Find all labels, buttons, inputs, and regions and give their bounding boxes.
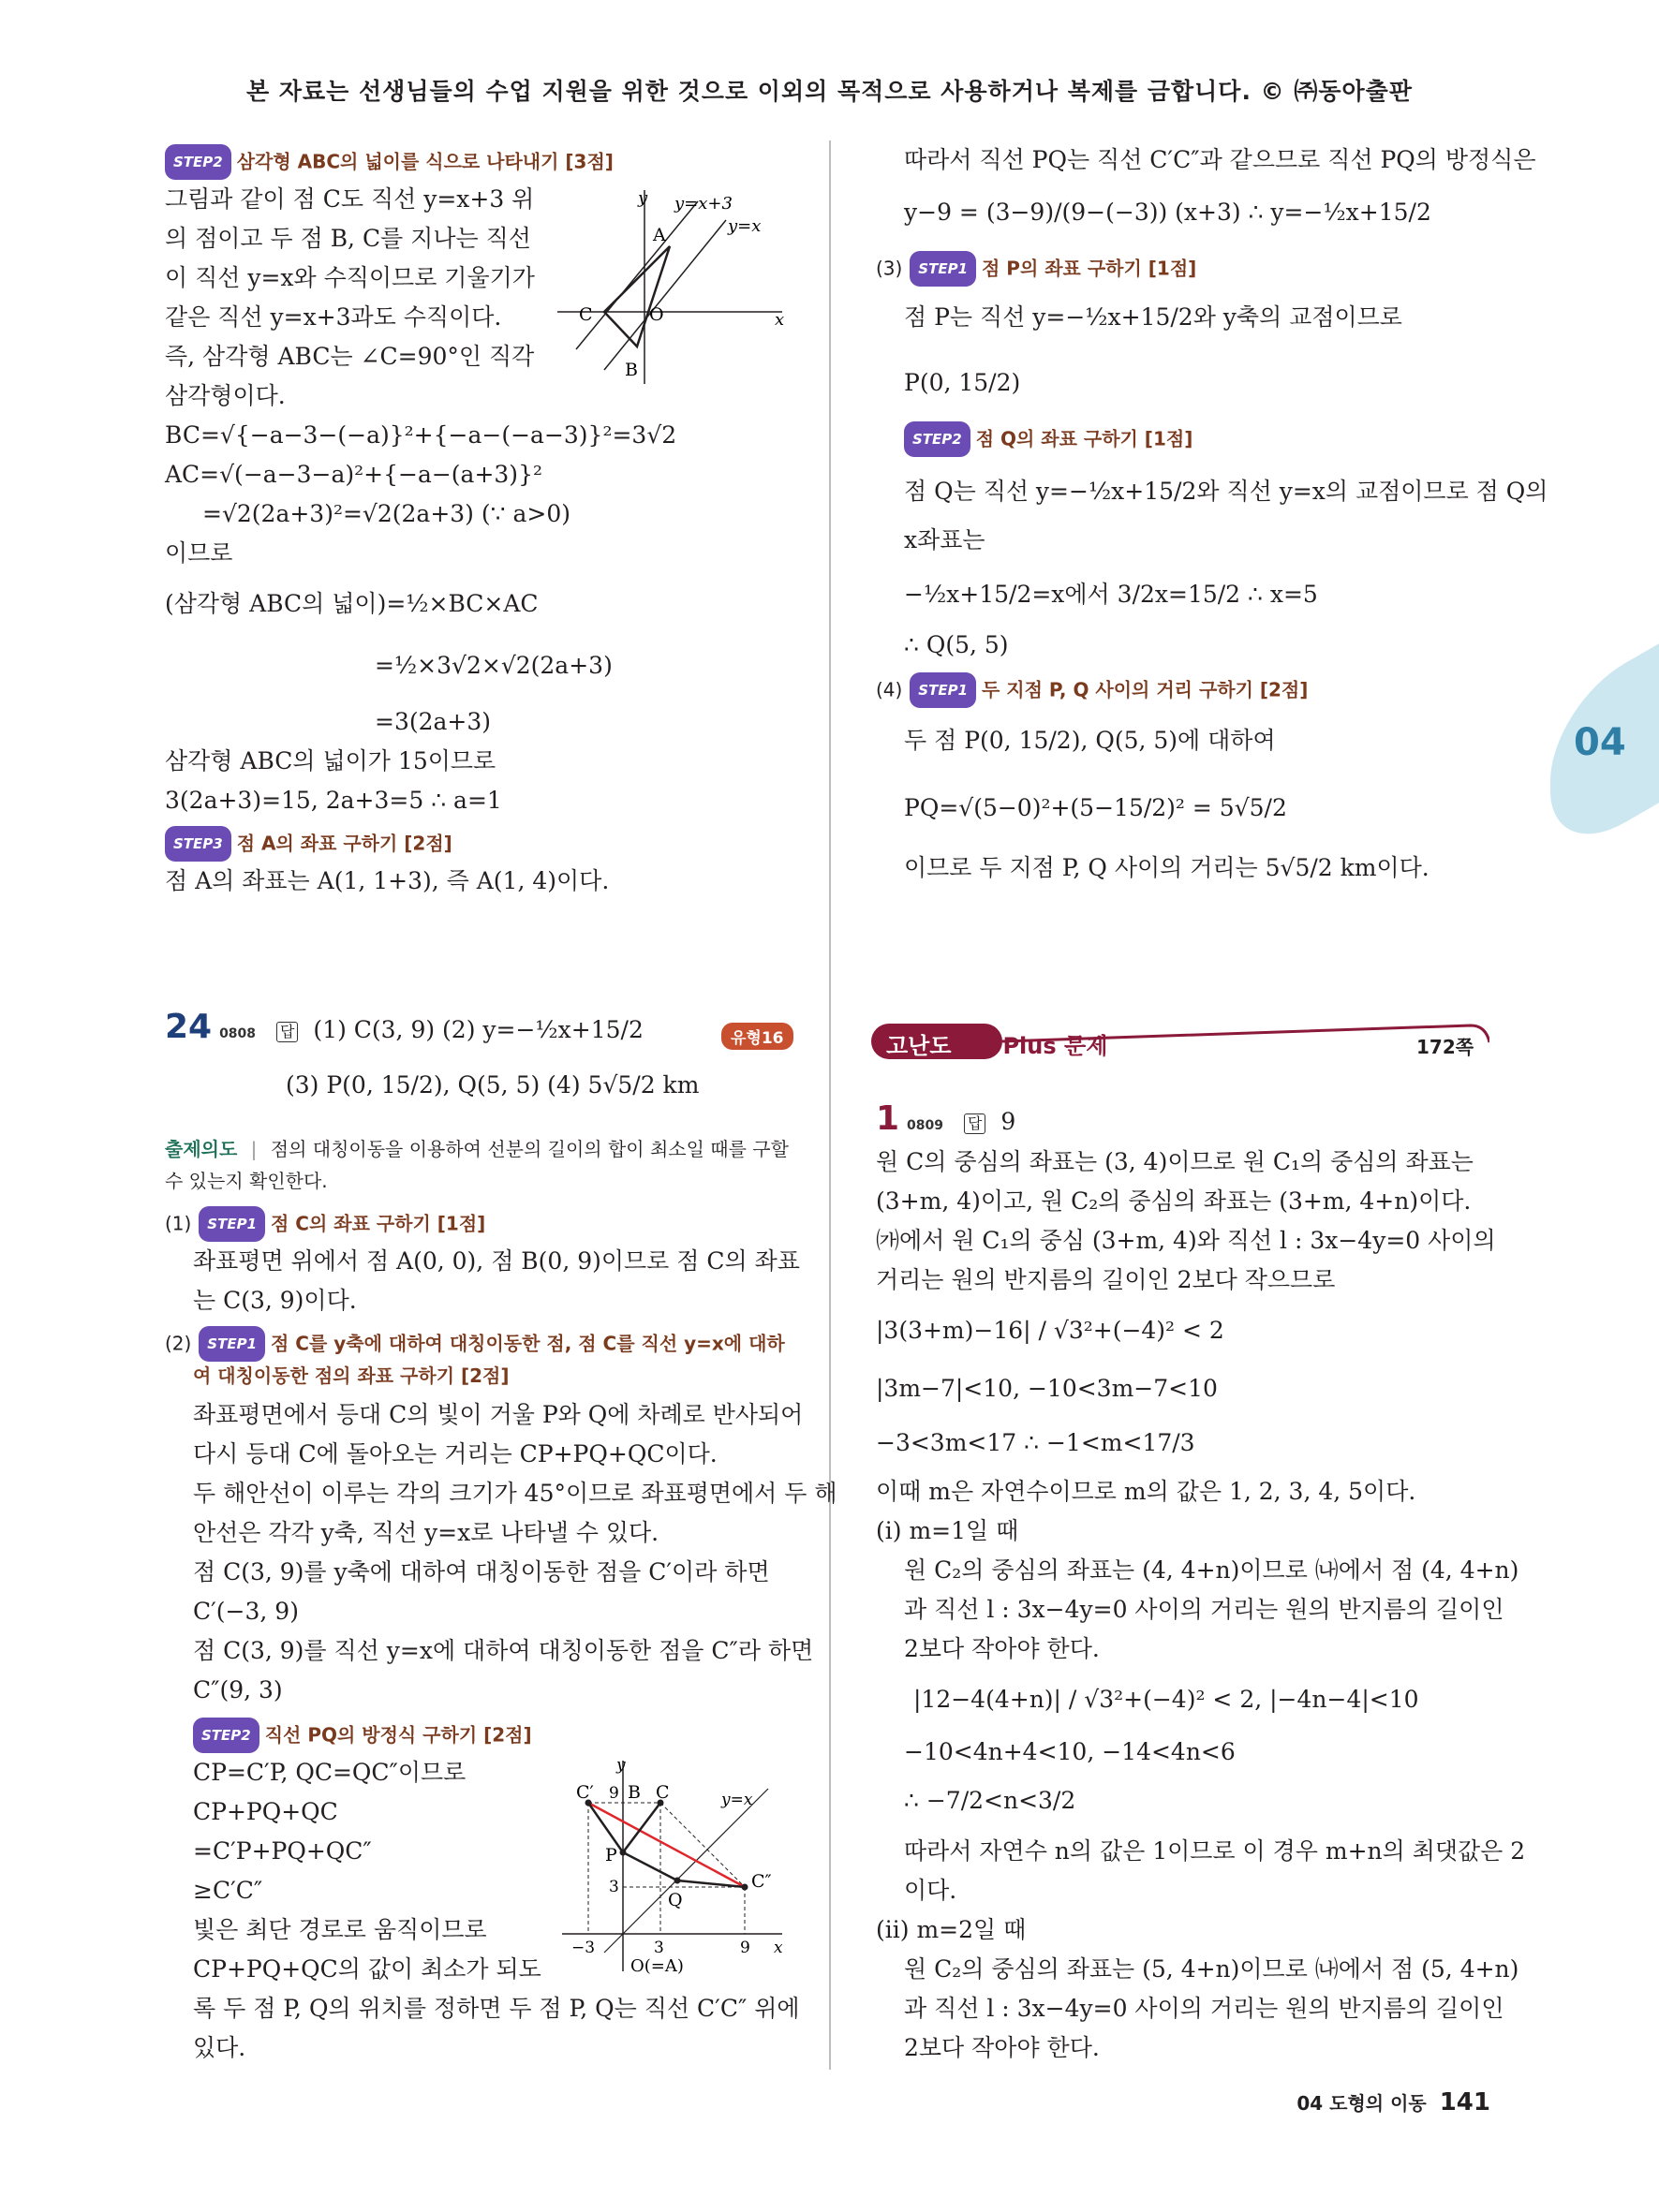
step-badge: STEP2 bbox=[193, 1718, 259, 1753]
reflection-figure bbox=[553, 1756, 787, 1981]
equation-line: (삼각형 ABC의 넓이)=½×BC×AC bbox=[165, 590, 539, 617]
x-axis-label: x bbox=[774, 1939, 783, 1957]
x-axis-label: x bbox=[775, 310, 785, 330]
answer-label: 답 bbox=[964, 1113, 985, 1134]
problem-code: 0808 bbox=[219, 1026, 257, 1041]
step-badge: STEP2 bbox=[904, 421, 970, 457]
c-double-prime-label: C″ bbox=[751, 1871, 772, 1892]
solution-line: 원 C의 중심의 좌표는 (3, 4)이므로 원 C₁의 중심의 좌표는 bbox=[876, 1148, 1474, 1175]
paragraph-line: 이 직선 y=x와 수직이므로 기울기가 bbox=[165, 264, 535, 291]
equation-line: |3m−7|<10, −10<3m−7<10 bbox=[876, 1375, 1218, 1402]
solution-line: =C′P+PQ+QC″ bbox=[193, 1837, 372, 1865]
solution-line: CP+PQ+QC bbox=[193, 1798, 338, 1825]
solution-line: CP+PQ+QC의 값이 최소가 되도 bbox=[193, 1955, 541, 1983]
answer-label: 답 bbox=[276, 1022, 298, 1042]
problem-number: 1 bbox=[876, 1099, 900, 1138]
p-label: P bbox=[605, 1845, 617, 1865]
solution-line: 이때 m은 자연수이므로 m의 값은 1, 2, 3, 4, 5이다. bbox=[876, 1478, 1416, 1505]
solution-line: 이므로 두 지점 P, Q 사이의 거리는 5√5/2 km이다. bbox=[904, 854, 1429, 881]
equation-line: 이므로 bbox=[165, 539, 233, 567]
y-nine-label: 9 bbox=[609, 1784, 619, 1803]
y-axis-label: y bbox=[638, 188, 648, 208]
solution-line: 점 P는 직선 y=−½x+15/2와 y축의 교점이므로 bbox=[904, 303, 1402, 331]
plus-problem-banner bbox=[871, 1020, 1489, 1063]
paragraph-line: 삼각형이다. bbox=[165, 382, 286, 409]
solution-line: 원 C₂의 중심의 좌표는 (4, 4+n)이므로 ㈏에서 점 (4, 4+n) bbox=[904, 1556, 1519, 1584]
solution-line: 안선은 각각 y축, 직선 y=x로 나타낼 수 있다. bbox=[193, 1519, 659, 1546]
c-label: C bbox=[656, 1782, 670, 1803]
substep-heading bbox=[904, 421, 1192, 457]
equation-line: −3<3m<17 ∴ −1<m<17/3 bbox=[876, 1429, 1195, 1456]
solution-line: P(0, 15/2) bbox=[904, 369, 1021, 396]
problem-code: 0809 bbox=[907, 1118, 943, 1133]
paragraph-line: 의 점이고 두 점 B, C를 지나는 직선 bbox=[165, 225, 531, 252]
solution-line: (3+m, 4)이고, 원 C₂의 중심의 좌표는 (3+m, 4+n)이다. bbox=[876, 1187, 1472, 1215]
intent-label: 출제의도 bbox=[165, 1138, 238, 1160]
solution-line: x좌표는 bbox=[904, 526, 985, 553]
equation-line: |12−4(4+n)| / √3²+(−4)² < 2, |−4n−4|<10 bbox=[913, 1686, 1419, 1713]
origin-label: O bbox=[649, 304, 664, 325]
point-b-label: B bbox=[625, 360, 638, 380]
step3-heading bbox=[165, 826, 452, 862]
page-number: 141 bbox=[1439, 2088, 1490, 2116]
y-axis-label: y bbox=[616, 1756, 626, 1775]
solution-line: 두 점 P(0, 15/2), Q(5, 5)에 대하여 bbox=[904, 727, 1276, 754]
equation-line: =3(2a+3) bbox=[375, 708, 492, 735]
step-badge: STEP1 bbox=[910, 251, 976, 287]
case-heading: (ⅱ) m=2일 때 bbox=[876, 1916, 1027, 1943]
banner-plus-text: Plus 문제 bbox=[1002, 1033, 1108, 1059]
line2-label: y=x bbox=[728, 216, 762, 236]
solution-line: 록 두 점 P, Q의 위치를 정하면 두 점 P, Q는 직선 C′C″ 위에 bbox=[193, 1995, 800, 2022]
banner-title bbox=[976, 1027, 1107, 1060]
equation-line: AC=√(−a−3−a)²+{−a−(a+3)}² bbox=[165, 461, 542, 488]
solution-line: C′(−3, 9) bbox=[193, 1598, 299, 1625]
intent-line: 출제의도 | 점의 대칭이동을 이용하여 선분의 길이의 합이 최소일 때를 구할 bbox=[165, 1138, 789, 1160]
equation-line: ∴ −7/2<n<3/2 bbox=[904, 1787, 1076, 1814]
footer-chapter: 04 도형의 이동 bbox=[1296, 2092, 1427, 2115]
line-y-equals-x-plus-3 bbox=[576, 201, 698, 349]
substep-number: (1) bbox=[165, 1212, 192, 1235]
intent-text: 수 있는지 확인한다. bbox=[165, 1170, 328, 1192]
c-prime-label: C′ bbox=[576, 1782, 594, 1803]
intent-text: 점의 대칭이동을 이용하여 선분의 길이의 합이 최소일 때를 구할 bbox=[270, 1138, 789, 1160]
step-title: 여 대칭이동한 점의 좌표 구하기 [2점] bbox=[193, 1364, 510, 1387]
b-label: B bbox=[628, 1782, 641, 1803]
origin-label: O(=A) bbox=[630, 1956, 684, 1976]
triangle-abc bbox=[604, 246, 670, 347]
solution-line: 이다. bbox=[904, 1877, 957, 1904]
line-y-equals-x bbox=[604, 1789, 768, 1953]
problem-number: 24 bbox=[165, 1008, 213, 1046]
column-divider bbox=[829, 140, 831, 2070]
solution-line: ≥C′C″ bbox=[193, 1877, 263, 1904]
solution-line: CP=C′P, QC=QC″이므로 bbox=[193, 1759, 467, 1786]
solution-line: 는 C(3, 9)이다. bbox=[193, 1287, 357, 1314]
solution-line: 두 해안선이 이루는 각의 크기가 45°이므로 좌표평면에서 두 해 bbox=[193, 1480, 837, 1507]
answer-text: (1) C(3, 9) (2) y=−½x+15/2 bbox=[313, 1016, 644, 1043]
plus-icon: ⊕ bbox=[976, 1033, 1003, 1059]
point-p bbox=[620, 1850, 627, 1856]
equation-line: −10<4n+4<10, −14<4n<6 bbox=[904, 1738, 1236, 1765]
step-title: 직선 PQ의 방정식 구하기 [2점] bbox=[264, 1723, 532, 1747]
equation-line: =½×3√2×√2(2a+3) bbox=[375, 652, 613, 679]
solution-line: 좌표평면에서 등대 C의 빛이 거울 P와 Q에 차례로 반사되어 bbox=[193, 1401, 804, 1428]
solution-line: 빛은 최단 경로로 움직이므로 bbox=[193, 1916, 487, 1943]
point-a-label: A bbox=[653, 225, 666, 245]
step2-heading bbox=[165, 144, 614, 180]
copyright-notice: 본 자료는 선생님들의 수업 지원을 위한 것으로 이외의 목적으로 사용하거나 복제를 금합니다. © ㈜동아출판 bbox=[246, 78, 1413, 105]
problem-1-header bbox=[876, 1099, 1016, 1142]
banner-label: 고난도 bbox=[886, 1033, 952, 1059]
banner-page-ref: 172쪽 bbox=[1416, 1036, 1474, 1058]
solution-line: 다시 등대 C에 돌아오는 거리는 CP+PQ+QC이다. bbox=[193, 1440, 718, 1467]
equation-line: −½x+15/2=x에서 3/2x=15/2 ∴ x=5 bbox=[904, 581, 1318, 608]
solution-line: ㈎에서 원 C₁의 중심 (3+m, 4)와 직선 l : 3x−4y=0 사이의 bbox=[876, 1227, 1496, 1254]
equation-line: BC=√{−a−3−(−a)}²+{−a−(−a−3)}²=3√2 bbox=[165, 421, 677, 449]
equation-line: |3(3+m)−16| / √3²+(−4)² < 2 bbox=[876, 1317, 1224, 1344]
line-label: y=x bbox=[721, 1791, 753, 1809]
substep-heading bbox=[193, 1718, 532, 1753]
x-nine-label: 9 bbox=[740, 1939, 750, 1957]
paragraph-line: 그림과 같이 점 C도 직선 y=x+3 위 bbox=[165, 185, 535, 213]
substep-heading bbox=[165, 1206, 485, 1242]
substep-heading bbox=[165, 1326, 785, 1362]
line1-label: y=x+3 bbox=[674, 194, 733, 214]
answer-text: (3) P(0, 15/2), Q(5, 5) (4) 5√5/2 km bbox=[286, 1071, 700, 1099]
guide-line bbox=[660, 1803, 745, 1887]
step-title: 점 C의 좌표 구하기 [1점] bbox=[271, 1212, 486, 1235]
x-three-label: 3 bbox=[654, 1939, 664, 1957]
paragraph-line: 같은 직선 y=x+3과도 수직이다. bbox=[165, 303, 502, 331]
light-path bbox=[623, 1803, 745, 1887]
equation-line: 삼각형 ABC의 넓이가 15이므로 bbox=[165, 747, 496, 774]
solution-line: 있다. bbox=[193, 2034, 246, 2061]
chapter-tab-number: 04 bbox=[1574, 721, 1626, 764]
problem-24-header bbox=[165, 1008, 644, 1050]
equation-line: 3(2a+3)=15, 2a+3=5 ∴ a=1 bbox=[165, 787, 502, 814]
step-title: 삼각형 ABC의 넓이를 식으로 나타내기 [3점] bbox=[236, 150, 614, 173]
step-title: 두 지점 P, Q 사이의 거리 구하기 [2점] bbox=[982, 678, 1309, 701]
solution-line: 따라서 자연수 n의 값은 1이므로 이 경우 m+n의 최댓값은 2 bbox=[904, 1837, 1526, 1865]
y-three-label: 3 bbox=[609, 1878, 619, 1896]
solution-line: 점 Q는 직선 y=−½x+15/2와 직선 y=x의 교점이므로 점 Q의 bbox=[904, 478, 1548, 505]
step-badge: STEP1 bbox=[910, 672, 976, 708]
solution-line: 과 직선 l : 3x−4y=0 사이의 거리는 원의 반지름의 길이인 bbox=[904, 1995, 1504, 2022]
solution-line: 과 직선 l : 3x−4y=0 사이의 거리는 원의 반지름의 길이인 bbox=[904, 1596, 1504, 1623]
solution-line: 원 C₂의 중심의 좌표는 (5, 4+n)이므로 ㈏에서 점 (5, 4+n) bbox=[904, 1955, 1519, 1983]
solution-line: 따라서 직선 PQ는 직선 C′C″과 같으므로 직선 PQ의 방정식은 bbox=[904, 146, 1536, 173]
step-title: 점 Q의 좌표 구하기 [1점] bbox=[975, 427, 1193, 450]
equation-line: 점 A의 좌표는 A(1, 1+3), 즉 A(1, 4)이다. bbox=[165, 867, 610, 894]
case-heading: (ⅰ) m=1일 때 bbox=[876, 1517, 1019, 1544]
substep-number: (3) bbox=[876, 257, 903, 280]
solution-line: 2보다 작아야 한다. bbox=[904, 2034, 1100, 2061]
equation-line: y−9 = (3−9)/(9−(−3)) (x+3) ∴ y=−½x+15/2 bbox=[904, 199, 1431, 226]
substep-heading bbox=[876, 672, 1308, 708]
type-badge: 유형16 bbox=[721, 1023, 793, 1050]
triangle-figure bbox=[548, 183, 792, 389]
substep-number: (4) bbox=[876, 678, 903, 701]
point-q bbox=[674, 1878, 681, 1884]
step-title: 점 A의 좌표 구하기 [2점] bbox=[236, 832, 452, 855]
equation-line: ∴ Q(5, 5) bbox=[904, 631, 1009, 658]
solution-line: 좌표평면 위에서 점 A(0, 0), 점 B(0, 9)이므로 점 C의 좌표 bbox=[193, 1247, 800, 1275]
point-c-label: C bbox=[579, 304, 593, 325]
step-badge: STEP1 bbox=[199, 1206, 265, 1242]
step-badge: STEP3 bbox=[165, 826, 231, 862]
x-minus3-label: −3 bbox=[571, 1939, 596, 1957]
answer-text: 9 bbox=[1000, 1108, 1016, 1135]
step-title: 점 C를 y축에 대하여 대칭이동한 점, 점 C를 직선 y=x에 대하 bbox=[271, 1332, 785, 1355]
point-c-double-prime bbox=[742, 1884, 748, 1891]
solution-line: 거리는 원의 반지름의 길이인 2보다 작으므로 bbox=[876, 1266, 1336, 1293]
solution-line: C″(9, 3) bbox=[193, 1676, 283, 1703]
step-badge: STEP1 bbox=[199, 1326, 265, 1362]
paragraph-line: 즉, 삼각형 ABC는 ∠C=90°인 직각 bbox=[165, 343, 535, 370]
solution-line: 점 C(3, 9)를 y축에 대하여 대칭이동한 점을 C′이라 하면 bbox=[193, 1558, 770, 1585]
step-badge: STEP2 bbox=[165, 144, 231, 180]
page-footer bbox=[0, 2088, 1659, 2116]
solution-line: 점 C(3, 9)를 직선 y=x에 대하여 대칭이동한 점을 C″라 하면 bbox=[193, 1637, 814, 1664]
step-title: 점 P의 좌표 구하기 [1점] bbox=[982, 257, 1197, 280]
equation-line: PQ=√(5−0)²+(5−15/2)² = 5√5/2 bbox=[904, 794, 1287, 821]
solution-line: 2보다 작아야 한다. bbox=[904, 1635, 1100, 1662]
substep-number: (2) bbox=[165, 1332, 192, 1355]
q-label: Q bbox=[668, 1890, 683, 1910]
equation-line: =√2(2a+3)²=√2(2a+3) (∵ a>0) bbox=[202, 500, 570, 527]
substep-heading bbox=[876, 251, 1196, 287]
